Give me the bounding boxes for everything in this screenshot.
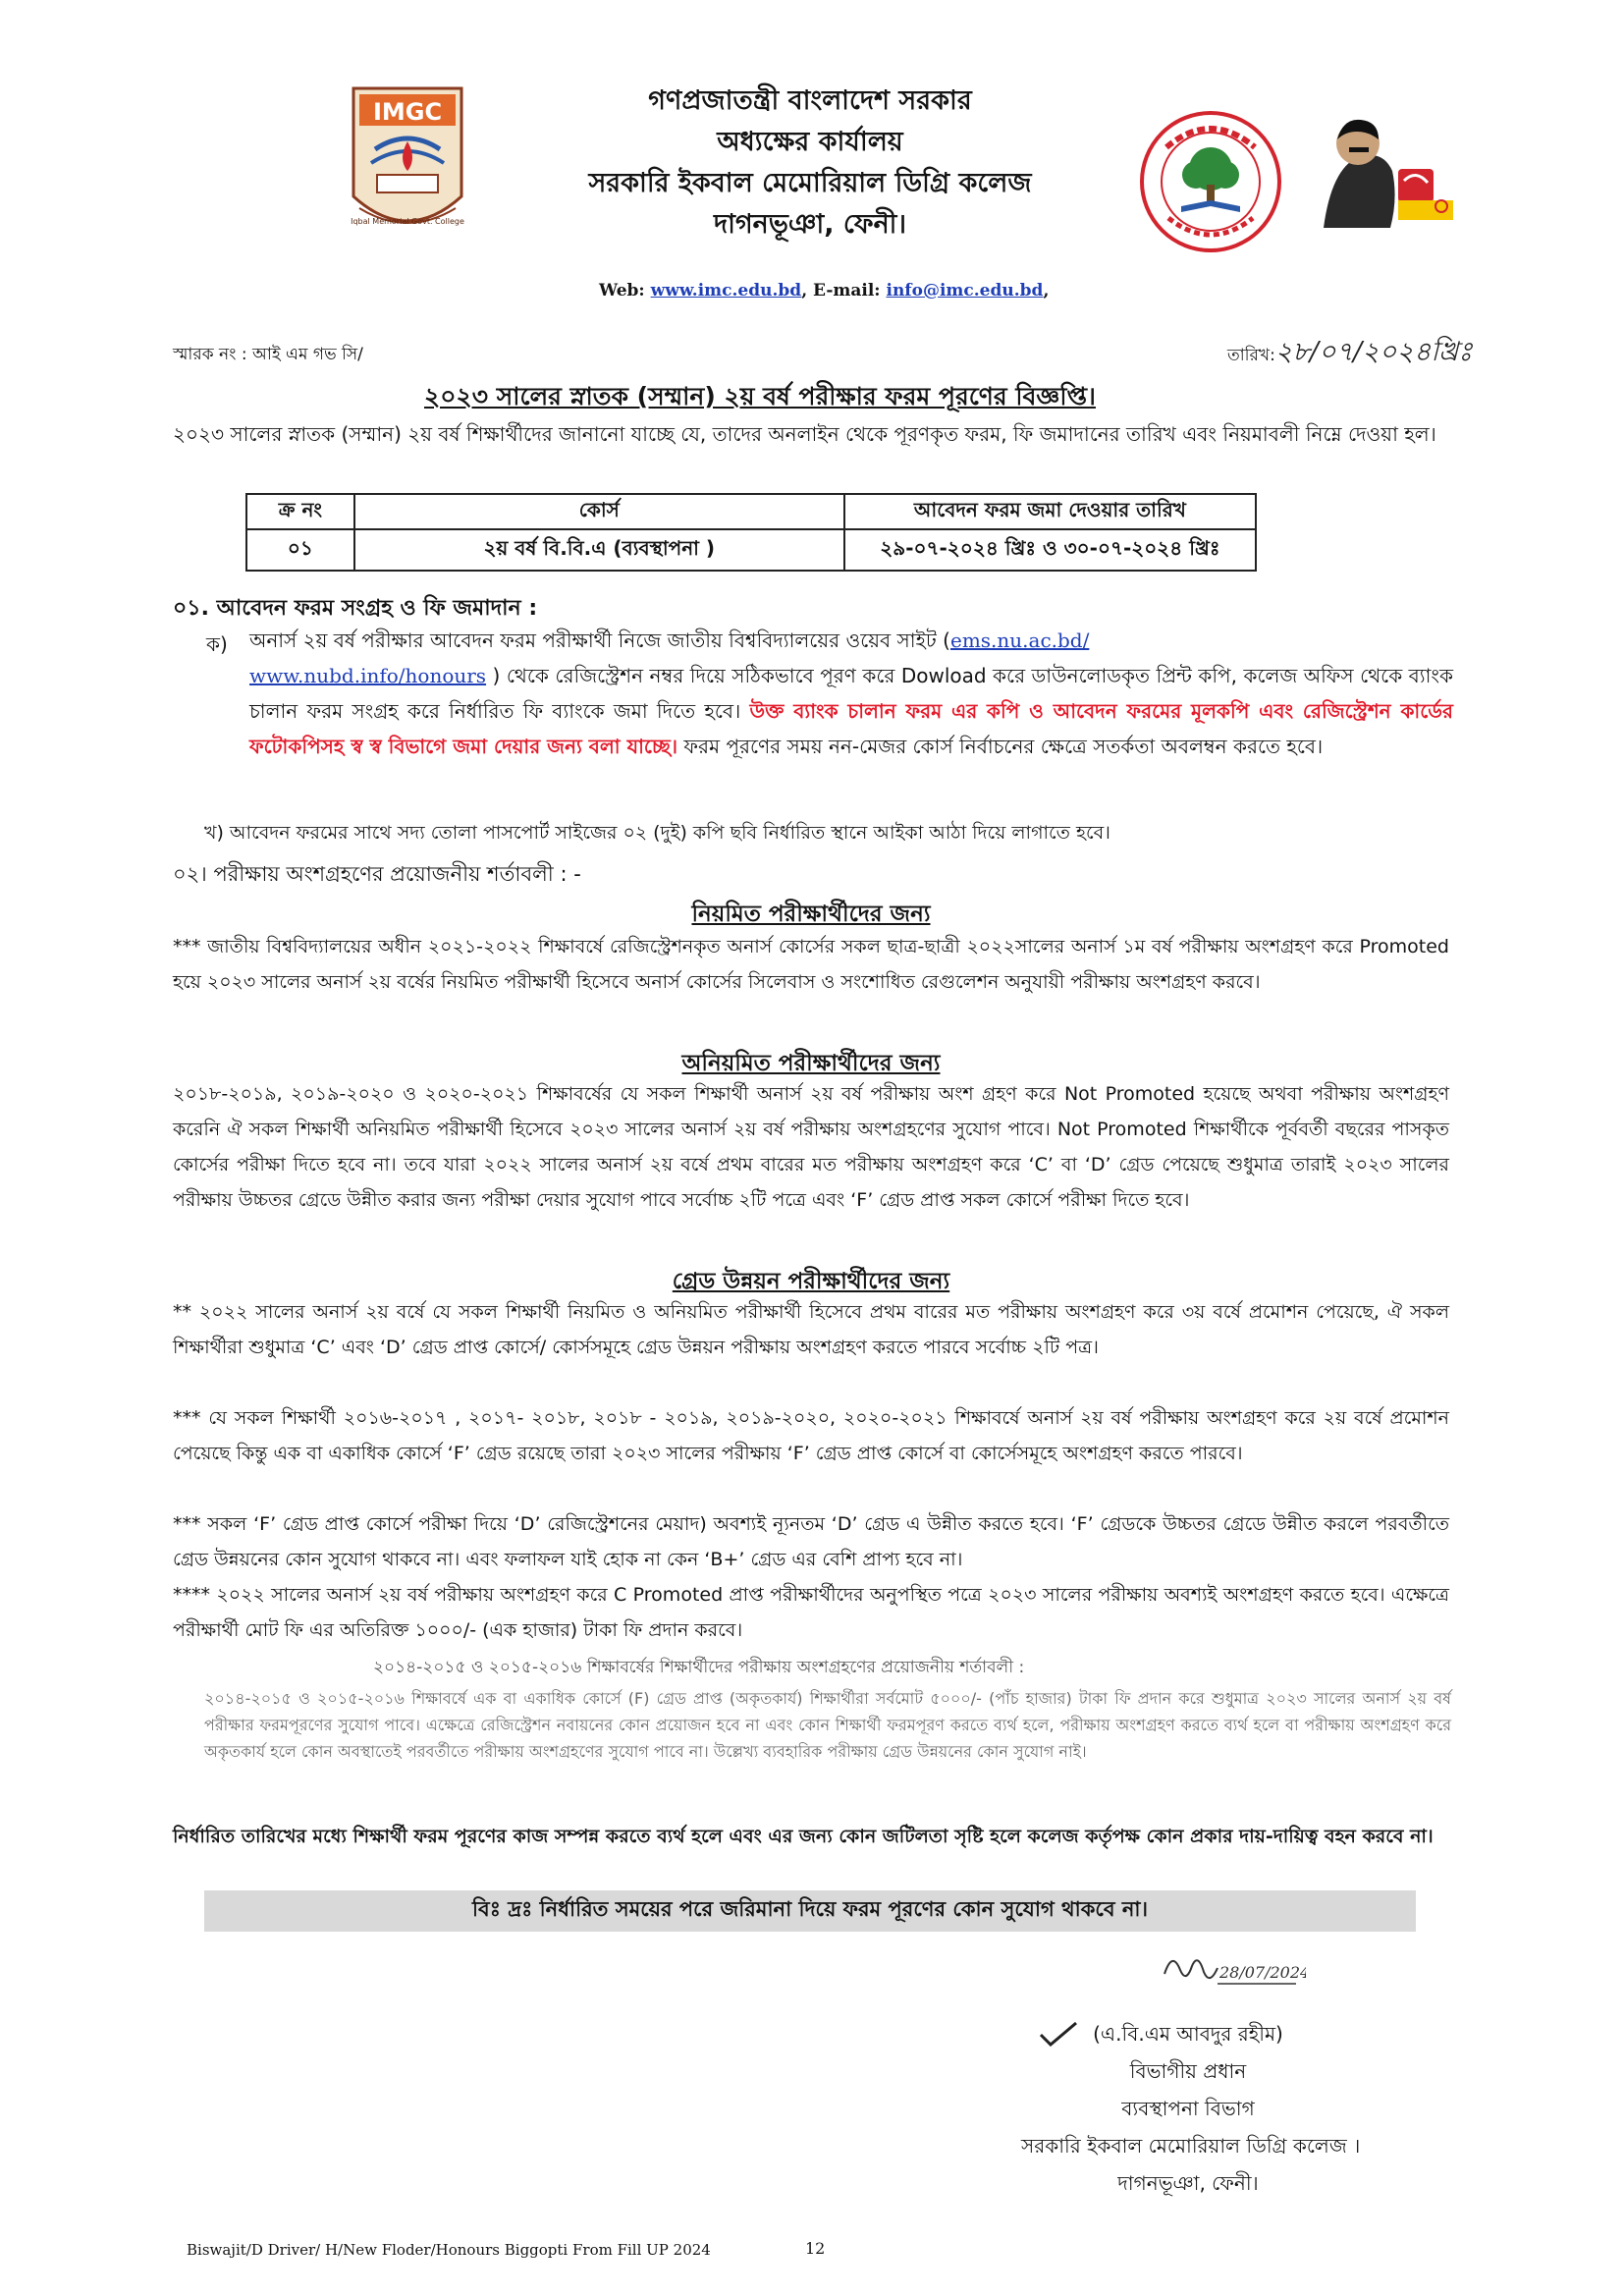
section-1-heading: ০১. আবেদন ফরম সংগ্রহ ও ফি জমাদান : bbox=[173, 596, 538, 621]
college-location: দাগনভূঞা, ফেনী। bbox=[713, 209, 907, 240]
clause-ka-highlight: উক্ত ব্যাংক চালান ফরম এর কপি ও আবেদন ফরমের মূলকপি এবং রেজিস্ট্রেশন কার্ডের ফটোকপিসহ স্ব স্ব বিভাগে জমা দেয়ার জন্য বলা যাচ্ছে। bbox=[249, 699, 1453, 758]
table-cell-date: ২৯-০৭-২০২৪ খ্রিঃ ও ৩০-০৭-২০২৪ খ্রিঃ bbox=[844, 529, 1256, 571]
irregular-heading: অনিয়মিত পরীক্ষার্থীদের জন্য bbox=[681, 1051, 941, 1076]
table-cell-serial: ০১ bbox=[246, 529, 354, 571]
clause-ka bbox=[249, 623, 1453, 764]
contact-line bbox=[599, 281, 1090, 301]
table-cell-course: ২য় বর্ষ বি.বি.এ (ব্যবস্থাপনা ) bbox=[354, 529, 844, 571]
late-fee-note: বিঃ দ্রঃ নির্ধারিত সময়ের পরে জরিমানা দিয়ে ফরম পূরণের কোন সুযোগ থাকবে না। bbox=[472, 1897, 1148, 1921]
clause-ka-text-3: ফরম পূরণের সময় নন-মেজর কোর্স নির্বাচনের ক্ষেত্রে সতর্কতা অবলম্বন করতে হবে। bbox=[677, 735, 1324, 758]
improvement-clause-4: **** ২০২২ সালের অনার্স ২য় বর্ষ পরীক্ষায় অংশগ্রহণ করে C Promoted প্রাপ্ত পরীক্ষার্থীদের অনুপস্থিত পত্রে ২০২৩ সালের পরীক্ষায় অবশ্যই অংশগ্রহণ করতে হবে। এক্ষেত্রে পরীক্ষার্থী মোট ফি এর অতিরিক্ত ১০০০/- (এক হাজার) টাকা ফি প্রদান করবে। bbox=[173, 1584, 1449, 1641]
website-link[interactable]: www.imc.edu.bd bbox=[650, 281, 802, 301]
email-label: , E-mail: bbox=[801, 281, 887, 301]
email-link[interactable]: info@imc.edu.bd bbox=[886, 281, 1044, 301]
nu-portal-link[interactable]: ems.nu.ac.bd/ bbox=[949, 629, 1090, 652]
logo-subtext: Iqbal Memorial Govt. College bbox=[351, 217, 464, 226]
office-name: অধ্যক্ষের কার্যালয় bbox=[717, 127, 903, 157]
improvement-clause-3: *** সকল ‘F’ গ্রেড প্রাপ্ত কোর্সে পরীক্ষা দিয়ে ‘D’ রেজিস্ট্রেশনের মেয়াদ) অবশ্যই ন্যূনতম ‘D’ গ্রেড এ উন্নীত করতে হবে। ‘F’ গ্রেডকে উচ্চতর গ্রেডে উন্নীত করলে পরবর্তীতে গ্রেড উন্নয়নের কোন সুযোগ থাকবে না। এবং ফলাফল যাই হোক না কেন ‘B+’ গ্রেড এর বেশি প্রাপ্য হবে না। bbox=[173, 1513, 1449, 1570]
improvement-clause-2: *** যে সকল শিক্ষার্থী ২০১৬-২০১৭ , ২০১৭- ২০১৮, ২০১৮ - ২০১৯, ২০১৯-২০২০, ২০২০-২০২১ শিক্ষাবর্ষে অনার্স ২য় বর্ষ পরীক্ষায় অংশগ্রহণ করে ২য় বর্ষে প্রমোশন পেয়েছে কিন্তু এক বা একাধিক কোর্সে ‘F’ গ্রেড রয়েছে তারা ২০২৩ সালের পরীক্ষায় ‘F’ গ্রেড প্রাপ্ত কোর্সে বা কোর্সেসমূহে অংশগ্রহণ করতে পারবে। bbox=[173, 1407, 1449, 1464]
old-session-paragraph: ২০১৪-২০১৫ ও ২০১৫-২০১৬ শিক্ষাবর্ষে এক বা একাধিক কোর্সে (F) গ্রেড প্রাপ্ত (অকৃতকার্য) শিক্ষার্থীরা সর্বমোট ৫০০০/- (পাঁচ হাজার) টাকা ফি প্রদান করে শুধুমাত্র ২০২৩ সালের অনার্স ২য় বর্ষ পরীক্ষার ফরমপূরণের সুযোগ পাবে। এক্ষেত্রে রেজিস্ট্রেশন নবায়নের কোন প্রয়োজন হবে না এবং কোন শিক্ষার্থী ফরমপূরণ করতে ব্যর্থ হলে, পরীক্ষায় অংশগ্রহণ করতে ব্যর্থ হলে বা পরীক্ষায় অংশগ্রহণ করে অকৃতকার্য হলে কোন অবস্থাতেই পরবর্তীতে পরীক্ষায় অংশগ্রহণের সুযোগ পাবে না। উল্লেখ্য ব্যবহারিক পরীক্ষায় গ্রেড উন্নয়নের কোন সুযোগ নাই। bbox=[204, 1689, 1451, 1761]
date-value: ২৮/০৭/২০২৪খ্রিঃ bbox=[1274, 337, 1473, 367]
clause-ka-text-1: অনার্স ২য় বর্ষ পরীক্ষার আবেদন ফরম পরীক্ষার্থী নিজে জাতীয় বিশ্ববিদ্যালয়ের ওয়েব সাইট ( bbox=[249, 629, 950, 652]
clause-kha: খ) আবেদন ফরমের সাথে সদ্য তোলা পাসপোর্ট সাইজের ০২ (দুই) কপি ছবি নির্ধারিত স্থানে আইকা আঠা দিয়ে লাগাতে হবে। bbox=[204, 822, 1110, 844]
section-2-heading: ০২। পরীক্ষায় অংশগ্রহণের প্রয়োজনীয় শর্তাবলী : - bbox=[173, 862, 581, 886]
table-header-cell: কোর্স bbox=[354, 494, 844, 529]
web-label: Web: bbox=[599, 281, 651, 301]
clause-ka-text-2: ) থেকে রেজিস্ট্রেশন নম্বর দিয়ে সঠিকভাবে পূরণ করে Dowload করে ডাউনলোডকৃত প্রিন্ট কপি, কলেজ অফিস থেকে ব্যাংক চালান ফরম সংগ্রহ করে নির্ধারিত ফি ব্যাংকে জমা দিতে হবে। bbox=[249, 664, 1453, 723]
intro-paragraph: ২০২৩ সালের স্নাতক (সম্মান) ২য় বর্ষ শিক্ষার্থীদের জানানো যাচ্ছে যে, তাদের অনলাইন থেকে পূরণকৃত ফরম, ফি জমাদানের তারিখ এবং নিয়মাবলী নিম্নে দেওয়া হল। bbox=[173, 422, 1436, 446]
college-logo bbox=[346, 81, 469, 247]
schedule-table bbox=[245, 493, 1257, 572]
memo-number: স্মারক নং : আই এম গভ সি/ bbox=[173, 345, 363, 364]
clause-ka-marker: ক) bbox=[206, 632, 228, 656]
nubd-link[interactable]: www.nubd.info/honours bbox=[249, 664, 487, 687]
page-number: 12 bbox=[805, 2239, 826, 2258]
signatory-department: ব্যবস্থাপনা বিভাগ bbox=[1121, 2097, 1255, 2120]
table-header-cell: ক্র নং bbox=[246, 494, 354, 529]
govt-name: গণপ্রজাতন্ত্রী বাংলাদেশ সরকার bbox=[648, 85, 972, 116]
notice-title: ২০২৩ সালের স্নাতক (সম্মান) ২য় বর্ষ পরীক্ষার ফরম পূরণের বিজ্ঞপ্তি। bbox=[424, 382, 1096, 410]
signatory-college: সরকারি ইকবাল মেমোরিয়াল ডিগ্রি কলেজ । bbox=[1021, 2134, 1361, 2158]
improvement-heading: গ্রেড উন্নয়ন পরীক্ষার্থীদের জন্য bbox=[672, 1269, 950, 1294]
irregular-paragraph: ২০১৮-২০১৯, ২০১৯-২০২০ ও ২০২০-২০২১ শিক্ষাবর্ষের যে সকল শিক্ষার্থী অনার্স ২য় বর্ষ পরীক্ষায় অংশ গ্রহণ করে Not Promoted হয়েছে অথবা পরীক্ষায় অংশগ্রহণ করেনি ঐ সকল শিক্ষার্থী অনিয়মিত পরীক্ষার্থী হিসেবে ২০২৩ সালের অনার্স ২য় বর্ষ পরীক্ষায় অংশগ্রহণের সুযোগ পাবে। Not Promoted শিক্ষার্থীকে পূর্ববর্তী বছরের পাসকৃত কোর্সের পরীক্ষা দিতে হবে না। তবে যারা ২০২২ সালের অনার্স ২য় বর্ষে প্রথম বারের মত পরীক্ষায় অংশগ্রহণ করে ‘C’ বা ‘D’ গ্রেড পেয়েছে শুধুমাত্র তারাই ২০২৩ সালের পরীক্ষায় উচ্চতর গ্রেডে উন্নীত করার জন্য পরীক্ষা দেয়ার সুযোগ পাবে সর্বোচ্চ ২টি পত্রে এবং ‘F’ গ্রেড প্রাপ্ত সকল কোর্সে পরীক্ষা দিতে হবে। bbox=[173, 1083, 1449, 1211]
table-header-cell: আবেদন ফরম জমা দেওয়ার তারিখ bbox=[844, 494, 1256, 529]
signature-scribble bbox=[1159, 1944, 1306, 2003]
seal-logo bbox=[1137, 108, 1284, 255]
college-name: সরকারি ইকবাল মেমোরিয়াল ডিগ্রি কলেজ bbox=[588, 168, 1032, 198]
signatory-place: দাগনভূঞা, ফেনী। bbox=[1117, 2171, 1259, 2195]
notice-date bbox=[1227, 332, 1473, 376]
liability-warning: নির্ধারিত তারিখের মধ্যে শিক্ষার্থী ফরম পূরণের কাজ সম্পন্ন করতে ব্যর্থ হলে এবং এর জন্য কোন জটিলতা সৃষ্টি হলে কলেজ কর্তৃপক্ষ কোন প্রকার দায়-দায়িত্ব বহন করবে না। bbox=[173, 1826, 1434, 1847]
signatory-block bbox=[1021, 2015, 1361, 2202]
office-header bbox=[530, 81, 1090, 246]
signatory-name: (এ.বি.এম আবদুর রহীম) bbox=[1093, 2022, 1283, 2046]
table-header-row bbox=[246, 494, 1256, 529]
file-path-footer: Biswajit/D Driver/ H/New Floder/Honours Biggopti From Fill UP 2024 bbox=[187, 2241, 711, 2259]
regular-heading: নিয়মিত পরীক্ষার্থীদের জন্য bbox=[691, 902, 931, 927]
logo-text: IMGC bbox=[372, 98, 443, 126]
improvement-clause-1: ** ২০২২ সালের অনার্স ২য় বর্ষে যে সকল শিক্ষার্থী নিয়মিত ও অনিয়মিত পরীক্ষার্থী হিসেবে প্রথম বারের মত পরীক্ষায় অংশগ্রহণ করে ৩য় বর্ষে প্রমোশন পেয়েছে, ঐ সকল শিক্ষার্থীরা শুধুমাত্র ‘C’ এবং ‘D’ গ্রেড প্রাপ্ত কোর্সে/ কোর্সসমূহে গ্রেড উন্নয়ন পরীক্ষায় অংশগ্রহণ করতে পারবে সর্বোচ্চ ২টি পত্র। bbox=[173, 1301, 1449, 1358]
email-tail: , bbox=[1043, 281, 1050, 301]
portrait-emblem bbox=[1314, 110, 1461, 238]
date-label: তারিখ: bbox=[1227, 346, 1275, 365]
old-session-heading: ২০১৪-২০১৫ ও ২০১৫-২০১৬ শিক্ষাবর্ষের শিক্ষার্থীদের পরীক্ষায় অংশগ্রহণের প্রয়োজনীয় শর্তাবলী : bbox=[373, 1658, 1025, 1677]
table-row bbox=[246, 529, 1256, 571]
signature-date: 28/07/2024 bbox=[1219, 1963, 1306, 1982]
regular-paragraph: *** জাতীয় বিশ্ববিদ্যালয়ের অধীন ২০২১-২০২২ শিক্ষাবর্ষে রেজিস্ট্রেশনকৃত অনার্স কোর্সের সকল ছাত্র-ছাত্রী ২০২২সালের অনার্স ১ম বর্ষ পরীক্ষায় অংশগ্রহণ করে Promoted হয়ে ২০২৩ সালের অনার্স ২য় বর্ষের নিয়মিত পরীক্ষার্থী হিসেবে অনার্স কোর্সের সিলেবাস ও সংশোধিত রেগুলেশন অনুযায়ী পরীক্ষায় অংশগ্রহণ করবে। bbox=[173, 936, 1449, 993]
signatory-title: বিভাগীয় প্রধান bbox=[1129, 2059, 1247, 2083]
